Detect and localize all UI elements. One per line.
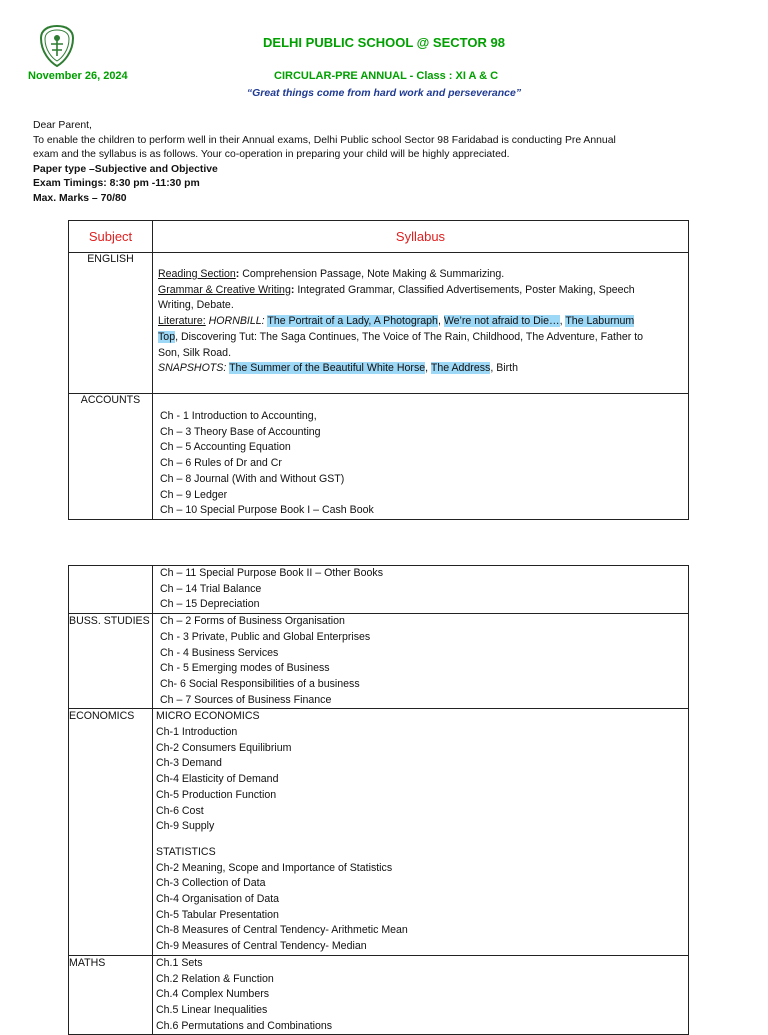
chapter-line: Ch - 3 Private, Public and Global Enterprises <box>160 630 371 643</box>
motto: “Great things come from hard work and perseverance” <box>246 87 522 99</box>
exam-timings: Exam Timings: 8:30 pm -11:30 pm <box>33 178 200 189</box>
chapter-line: Ch - 5 Emerging modes of Business <box>160 662 330 675</box>
syllabus-table-2 <box>68 565 689 1035</box>
stats-heading: STATISTICS <box>156 845 216 858</box>
spacer <box>156 835 688 845</box>
snapshots-rest: , Birth <box>490 362 518 375</box>
snapshots-label: SNAPSHOTS: <box>158 362 227 375</box>
chapter-line: Ch-4 Elasticity of Demand <box>156 773 279 786</box>
accounts-syllabus <box>153 394 689 520</box>
circular-title: CIRCULAR-PRE ANNUAL - Class : XI A & C <box>274 70 499 82</box>
chapter-line: Ch - 4 Business Services <box>160 646 279 659</box>
grammar-text-2: Writing, Debate. <box>158 299 234 312</box>
chapter-line: Ch – 8 Journal (With and Without GST) <box>160 472 345 485</box>
circular-date: November 26, 2024 <box>28 70 128 82</box>
reading-label: Reading Section <box>158 268 236 280</box>
chapter-line: Ch-5 Tabular Presentation <box>156 908 279 921</box>
chapter-line: Ch – 5 Accounting Equation <box>160 441 291 454</box>
chapter-line: Ch.5 Linear Inequalities <box>156 1003 268 1016</box>
chapter-line: Ch-9 Supply <box>156 820 215 833</box>
maths-label: MATHS <box>69 956 106 969</box>
subject-accounts-cont <box>69 566 153 614</box>
hornbill-item-1: The Portrait of a Lady, A Photograph <box>267 315 438 328</box>
chapter-line: Ch-3 Collection of Data <box>156 877 266 890</box>
hornbill-item-2: We’re not afraid to Die… <box>443 315 560 328</box>
subject-maths <box>69 955 153 1035</box>
maths-syllabus <box>153 955 689 1035</box>
accounts-syllabus-cont <box>153 566 689 614</box>
chapter-line: Ch – 9 Ledger <box>160 488 228 501</box>
chapter-line: Ch.6 Permutations and Combinations <box>156 1019 333 1032</box>
chapter-line: Ch.4 Complex Numbers <box>156 988 270 1001</box>
sep-3: , <box>425 362 431 375</box>
intro-line-2: exam and the syllabus is as follows. Your co-operation in preparing your child will be highly appreciated. <box>33 149 510 160</box>
grammar-label: Grammar & Creative Writing <box>158 283 291 296</box>
snapshots-item-2: The Address <box>430 362 491 375</box>
chapter-line: Ch-9 Measures of Central Tendency- Median <box>156 940 367 953</box>
chapter-line: Ch-2 Meaning, Scope and Importance of Statistics <box>156 861 393 874</box>
chapter-line: Ch- 6 Social Responsibilities of a business <box>160 677 360 690</box>
grammar-text: Integrated Grammar, Classified Advertisements, Poster Making, Speech <box>294 283 635 296</box>
micro-heading: MICRO ECONOMICS <box>156 710 260 723</box>
chapter-line: Ch - 1 Introduction to Accounting, <box>160 410 317 422</box>
subject-english: ENGLISH <box>69 253 153 394</box>
sep-2: , <box>559 315 566 328</box>
grammar-colon: : <box>290 283 295 296</box>
sep-1: , <box>437 315 444 328</box>
max-marks: Max. Marks – 70/80 <box>33 192 127 204</box>
paper-type: Paper type –Subjective and Objective <box>33 163 218 175</box>
chapter-line: Ch.1 Sets <box>156 956 203 969</box>
english-syllabus <box>153 253 689 394</box>
chapter-line: Ch – 10 Special Purpose Book I – Cash Book <box>160 504 374 517</box>
hornbill-item-3b: Top <box>158 330 176 343</box>
chapter-line: Ch – 7 Sources of Business Finance <box>160 693 332 706</box>
buss-label: BUSS. STUDIES <box>69 615 150 628</box>
economics-syllabus <box>153 709 689 956</box>
intro-text <box>33 119 743 206</box>
greeting: Dear Parent, <box>33 120 92 131</box>
intro-line-1: To enable the children to perform well in their Annual exams, Delhi Public school Sector 98 Faridabad is conducting Pre Annual <box>33 134 616 146</box>
literature-rest: , Discovering Tut: The Saga Continues, The Voice of The Rain, Childhood, The Adventure, Father to <box>175 330 644 343</box>
literature-label: Literature: <box>158 315 206 328</box>
buss-syllabus <box>153 614 689 709</box>
chapter-line: Ch-8 Measures of Central Tendency- Arithmetic Mean <box>156 924 408 937</box>
subject-economics <box>69 709 153 956</box>
hornbill-item-3: The Laburnum <box>565 315 635 328</box>
chapter-line: Ch.2 Relation & Function <box>156 972 274 985</box>
chapter-line: Ch-5 Production Function <box>156 788 277 801</box>
chapter-line: Ch-3 Demand <box>156 757 222 770</box>
school-name: DELHI PUBLIC SCHOOL @ SECTOR 98 <box>263 35 505 50</box>
hornbill-label: HORNBILL: <box>205 315 265 328</box>
chapter-line: Ch-1 Introduction <box>156 726 238 739</box>
chapter-line: Ch – 14 Trial Balance <box>160 582 262 595</box>
economics-label: ECONOMICS <box>69 710 135 723</box>
chapter-line: Ch-2 Consumers Equilibrium <box>156 741 292 754</box>
chapter-line: Ch – 11 Special Purpose Book II – Other Books <box>160 567 383 579</box>
literature-rest-2: Son, Silk Road. <box>158 346 232 359</box>
snapshots-item-1: The Summer of the Beautiful White Horse <box>229 362 426 375</box>
reading-colon: : <box>235 268 240 280</box>
subject-header: Subject <box>69 221 153 253</box>
reading-text: Comprehension Passage, Note Making & Summarizing. <box>239 268 505 280</box>
chapter-line: Ch – 3 Theory Base of Accounting <box>160 425 321 438</box>
chapter-line: Ch-6 Cost <box>156 804 204 817</box>
subject-accounts: ACCOUNTS <box>69 394 153 520</box>
syllabus-table-1 <box>68 220 689 520</box>
chapter-line: Ch – 6 Rules of Dr and Cr <box>160 457 282 470</box>
chapter-line: Ch – 2 Forms of Business Organisation <box>160 615 345 628</box>
syllabus-header: Syllabus <box>153 221 689 253</box>
subject-buss-studies <box>69 614 153 709</box>
chapter-line: Ch – 15 Depreciation <box>160 598 260 611</box>
chapter-line: Ch-4 Organisation of Data <box>156 893 280 906</box>
